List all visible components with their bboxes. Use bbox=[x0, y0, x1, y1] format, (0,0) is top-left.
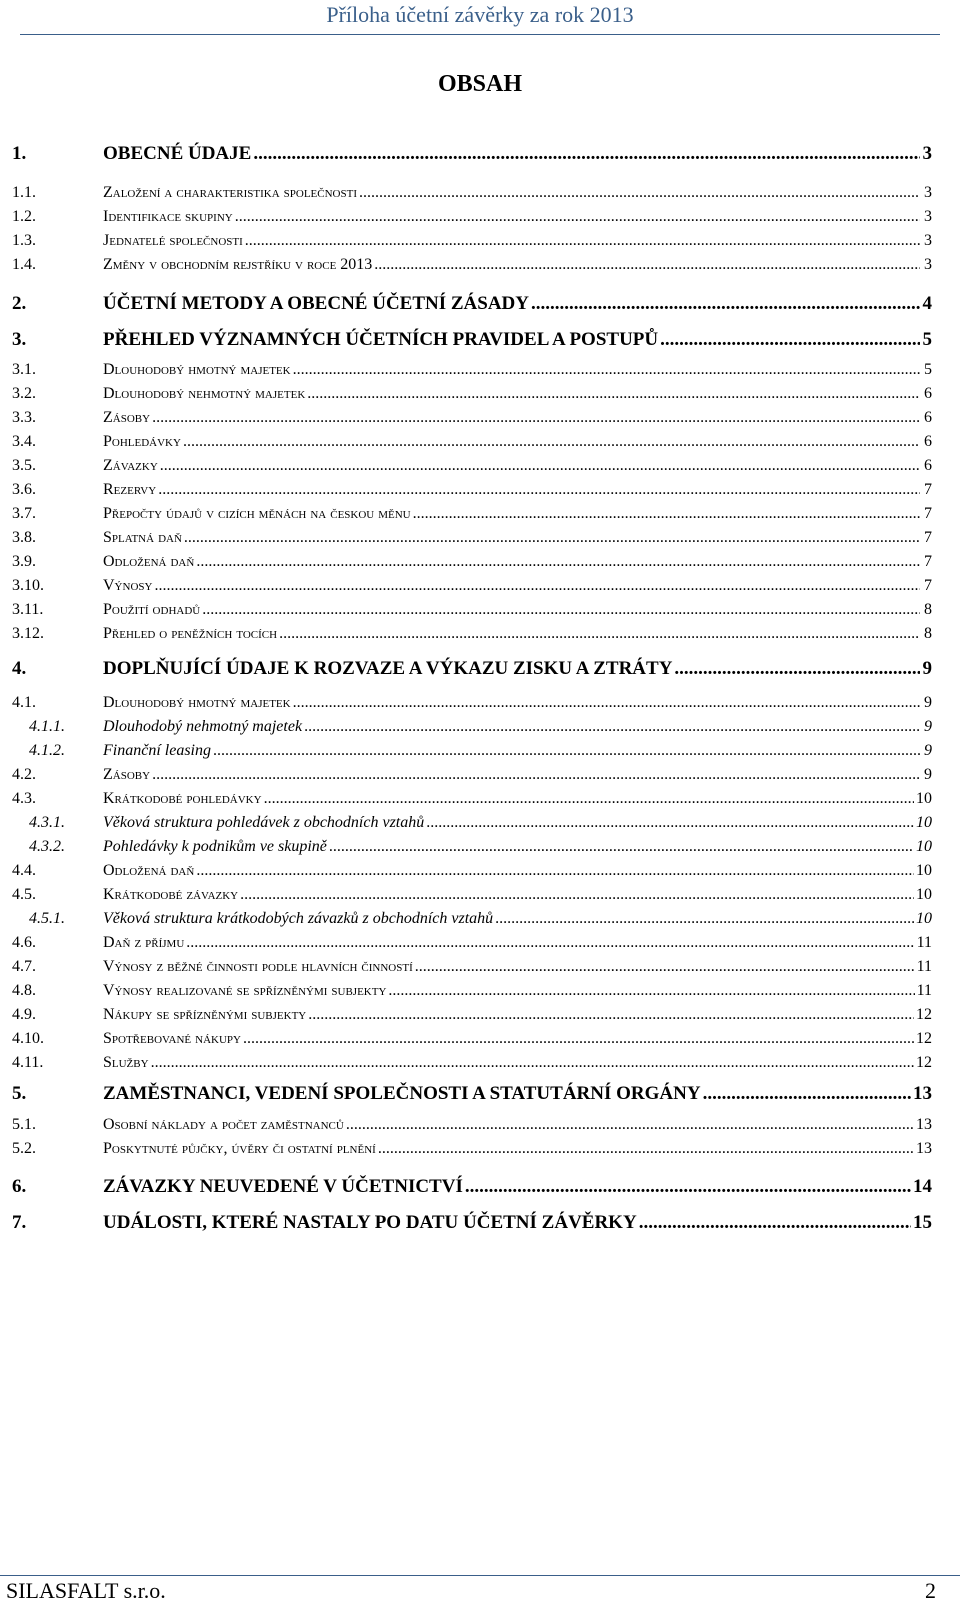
toc-entry-number: 3. bbox=[12, 329, 27, 350]
footer-company: SILASFALT s.r.o. bbox=[6, 1578, 166, 1603]
running-header: Příloha účetní závěrky za rok 2013 bbox=[326, 2, 634, 27]
toc-entry[interactable] bbox=[12, 814, 932, 832]
toc-entry-page: 9 bbox=[924, 694, 932, 711]
toc-leader-dots bbox=[531, 293, 920, 315]
toc-entry[interactable] bbox=[12, 433, 932, 451]
toc-entry[interactable] bbox=[12, 934, 932, 952]
toc-entry[interactable] bbox=[12, 982, 932, 1000]
toc-entry-text: Identifikace skupiny bbox=[103, 208, 233, 225]
toc-entry-text: Odložená daň bbox=[103, 862, 195, 879]
toc-entry[interactable] bbox=[12, 481, 932, 499]
toc-entry[interactable] bbox=[12, 553, 932, 571]
toc-leader-dots bbox=[183, 433, 920, 451]
toc-entry-page: 11 bbox=[916, 958, 932, 975]
toc-leader-dots bbox=[245, 232, 920, 250]
toc-entry-number: 4.11. bbox=[12, 1054, 44, 1071]
toc-entry[interactable] bbox=[12, 910, 932, 928]
toc-entry-page: 5 bbox=[924, 361, 932, 378]
footer-page-number: 2 bbox=[925, 1578, 936, 1603]
toc-entry[interactable] bbox=[12, 790, 932, 808]
toc-entry[interactable] bbox=[12, 1116, 932, 1134]
toc-entry-text: Změny v obchodním rejstříku v roce 2013 bbox=[103, 256, 373, 273]
toc-entry[interactable] bbox=[12, 625, 932, 643]
toc-entry-text: Osobní náklady a počet zaměstnanců bbox=[103, 1116, 344, 1133]
toc-entry-page: 3 bbox=[924, 208, 932, 225]
toc-entry-number: 4.5. bbox=[12, 886, 36, 903]
toc-leader-dots bbox=[346, 1116, 914, 1134]
toc-entry-number: 5.2. bbox=[12, 1140, 36, 1157]
toc-entry-number: 4.9. bbox=[12, 1006, 36, 1023]
toc-entry[interactable] bbox=[12, 256, 932, 274]
toc-entry-text: Dlouhodobý hmotný majetek bbox=[103, 361, 291, 378]
toc-leader-dots bbox=[279, 625, 920, 643]
toc-entry-number: 4.4. bbox=[12, 862, 36, 879]
toc-entry[interactable] bbox=[12, 361, 932, 379]
toc-entry-page: 10 bbox=[916, 862, 932, 879]
toc-entry-text: Spotřebované nákupy bbox=[103, 1030, 241, 1047]
toc-leader-dots bbox=[703, 1083, 911, 1105]
toc-entry[interactable] bbox=[12, 1176, 932, 1198]
toc-entry-text: Pohledávky k podnikům ve skupině bbox=[103, 838, 327, 855]
toc-leader-dots bbox=[660, 329, 920, 351]
toc-leader-dots bbox=[388, 982, 914, 1000]
toc-entry-number: 5. bbox=[12, 1083, 27, 1104]
toc-leader-dots bbox=[329, 838, 914, 856]
toc-entry[interactable] bbox=[12, 232, 932, 250]
toc-entry-text: Daň z příjmu bbox=[103, 934, 185, 951]
toc-entry-page: 5 bbox=[922, 329, 932, 350]
toc-entry[interactable] bbox=[12, 838, 932, 856]
toc-entry-text: Použití odhadů bbox=[103, 601, 201, 618]
toc-entry-number: 4. bbox=[12, 658, 27, 679]
toc-entry-text: Nákupy se spřízněnými subjekty bbox=[103, 1006, 307, 1023]
toc-entry-page: 10 bbox=[916, 790, 932, 807]
toc-entry-page: 12 bbox=[916, 1006, 932, 1023]
toc-entry[interactable] bbox=[12, 385, 932, 403]
toc-entry[interactable] bbox=[12, 766, 932, 784]
toc-entry-text: Závazky bbox=[103, 457, 158, 474]
toc-entry[interactable] bbox=[12, 409, 932, 427]
toc-entry-text: ÚČETNÍ METODY A OBECNÉ ÚČETNÍ ZÁSADY bbox=[103, 293, 529, 314]
toc-entry-number: 4.5.1. bbox=[29, 910, 65, 927]
toc-entry[interactable] bbox=[12, 1030, 932, 1048]
toc-entry-number: 3.11. bbox=[12, 601, 44, 618]
toc-entry-text: Poskytnuté půjčky, úvěry či ostatní plnění bbox=[103, 1140, 376, 1157]
toc-leader-dots bbox=[152, 409, 920, 427]
toc-entry-page: 7 bbox=[924, 505, 932, 522]
toc-entry-number: 3.4. bbox=[12, 433, 36, 450]
toc-entry-page: 6 bbox=[924, 409, 932, 426]
toc-entry[interactable] bbox=[12, 601, 932, 619]
toc-entry-page: 9 bbox=[924, 718, 932, 735]
toc-entry[interactable] bbox=[12, 958, 932, 976]
toc-entry-number: 1.3. bbox=[12, 232, 36, 249]
toc-leader-dots bbox=[413, 505, 920, 523]
toc-leader-dots bbox=[213, 742, 920, 760]
toc-leader-dots bbox=[293, 361, 920, 379]
toc-leader-dots bbox=[307, 385, 920, 403]
toc-entry-text: UDÁLOSTI, KTERÉ NASTALY PO DATU ÚČETNÍ ZÁVĚRKY bbox=[103, 1212, 637, 1233]
toc-title: OBSAH bbox=[437, 71, 523, 97]
toc-entry-text: Finanční leasing bbox=[103, 742, 211, 759]
toc-entry-text: Zásoby bbox=[103, 409, 151, 426]
toc-entry-text: Jednatelé společnosti bbox=[103, 232, 243, 249]
toc-entry-page: 10 bbox=[916, 910, 932, 927]
toc-entry-page: 6 bbox=[924, 433, 932, 450]
toc-entry[interactable] bbox=[12, 1212, 932, 1234]
toc-entry-text: Věková struktura krátkodobých závazků z obchodních vztahů bbox=[103, 910, 494, 927]
toc-entry-page: 9 bbox=[924, 742, 932, 759]
header-rule bbox=[20, 34, 940, 35]
toc-entry-text: Krátkodobé závazky bbox=[103, 886, 239, 903]
toc-entry-number: 3.3. bbox=[12, 409, 36, 426]
toc-entry[interactable] bbox=[12, 577, 932, 595]
toc-entry-page: 12 bbox=[916, 1054, 932, 1071]
toc-leader-dots bbox=[415, 958, 915, 976]
toc-entry-page: 7 bbox=[924, 529, 932, 546]
toc-entry-number: 4.2. bbox=[12, 766, 36, 783]
toc-entry-text: PŘEHLED VÝZNAMNÝCH ÚČETNÍCH PRAVIDEL A POSTUPŮ bbox=[103, 329, 659, 350]
toc-leader-dots bbox=[243, 1030, 914, 1048]
toc-leader-dots bbox=[308, 1006, 914, 1024]
toc-entry-number: 1.2. bbox=[12, 208, 36, 225]
toc-entry-page: 9 bbox=[922, 658, 932, 679]
toc-entry-page: 8 bbox=[924, 625, 932, 642]
toc-entry-number: 4.8. bbox=[12, 982, 36, 999]
toc-entry-number: 3.9. bbox=[12, 553, 36, 570]
toc-entry-page: 9 bbox=[924, 766, 932, 783]
toc-leader-dots bbox=[253, 143, 920, 165]
toc-leader-dots bbox=[202, 601, 920, 619]
toc-entry[interactable] bbox=[12, 329, 932, 351]
toc-entry-text: Splatná daň bbox=[103, 529, 182, 546]
toc-leader-dots bbox=[151, 1054, 914, 1072]
toc-entry-page: 7 bbox=[924, 481, 932, 498]
toc-entry[interactable] bbox=[12, 505, 932, 523]
toc-entry[interactable] bbox=[12, 1140, 932, 1158]
toc-entry[interactable] bbox=[12, 1006, 932, 1024]
toc-entry-number: 6. bbox=[12, 1176, 27, 1197]
toc-entry[interactable] bbox=[12, 143, 932, 165]
toc-entry-text: Rezervy bbox=[103, 481, 157, 498]
toc-entry[interactable] bbox=[12, 886, 932, 904]
toc-entry-number: 5.1. bbox=[12, 1116, 36, 1133]
toc-leader-dots bbox=[304, 718, 920, 736]
toc-leader-dots bbox=[359, 184, 920, 202]
toc-entry-text: DOPLŇUJÍCÍ ÚDAJE K ROZVAZE A VÝKAZU ZISKU A ZTRÁTY bbox=[103, 658, 673, 679]
toc-entry-text: ZAMĚSTNANCI, VEDENÍ SPOLEČNOSTI A STATUTÁRNÍ ORGÁNY bbox=[103, 1083, 701, 1104]
toc-entry-number: 3.7. bbox=[12, 505, 36, 522]
toc-leader-dots bbox=[240, 886, 914, 904]
toc-leader-dots bbox=[160, 457, 920, 475]
toc-entry-number: 4.10. bbox=[12, 1030, 44, 1047]
toc-entry-page: 13 bbox=[916, 1116, 932, 1133]
toc-entry[interactable] bbox=[12, 862, 932, 880]
toc-entry-number: 4.3.1. bbox=[29, 814, 65, 831]
toc-entry[interactable] bbox=[12, 208, 932, 226]
toc-leader-dots bbox=[154, 577, 920, 595]
toc-entry-number: 1. bbox=[12, 143, 27, 164]
toc-entry[interactable] bbox=[12, 694, 932, 712]
toc-entry-text: Věková struktura pohledávek z obchodních vztahů bbox=[103, 814, 425, 831]
toc-entry-text: Dlouhodobý nehmotný majetek bbox=[103, 718, 303, 735]
toc-leader-dots bbox=[293, 694, 920, 712]
toc-entry-number: 4.3.2. bbox=[29, 838, 65, 855]
toc-entry-number: 3.6. bbox=[12, 481, 36, 498]
toc-entry-number: 4.6. bbox=[12, 934, 36, 951]
toc-leader-dots bbox=[186, 934, 914, 952]
toc-entry-number: 7. bbox=[12, 1212, 27, 1233]
toc-entry[interactable] bbox=[12, 1054, 932, 1072]
toc-entry-text: Dlouhodobý hmotný majetek bbox=[103, 694, 291, 711]
toc-entry-page: 8 bbox=[924, 601, 932, 618]
toc-entry-text: Výnosy z běžné činnosti podle hlavních činností bbox=[103, 958, 413, 975]
toc-entry-text: Zásoby bbox=[103, 766, 151, 783]
toc-leader-dots bbox=[152, 766, 920, 784]
toc-entry-text: Výnosy realizované se spřízněnými subjekty bbox=[103, 982, 387, 999]
toc-entry-page: 13 bbox=[916, 1140, 932, 1157]
toc-entry-number: 1.4. bbox=[12, 256, 36, 273]
toc-entry-page: 7 bbox=[924, 553, 932, 570]
toc-entry[interactable] bbox=[12, 457, 932, 475]
toc-entry-number: 2. bbox=[12, 293, 27, 314]
toc-entry[interactable] bbox=[12, 658, 932, 680]
toc-entry-text: Pohledávky bbox=[103, 433, 181, 450]
toc-leader-dots bbox=[495, 910, 914, 928]
toc-leader-dots bbox=[196, 553, 920, 571]
toc-entry-page: 3 bbox=[924, 232, 932, 249]
toc-entry-number: 3.5. bbox=[12, 457, 36, 474]
toc-entry-number: 4.1. bbox=[12, 694, 36, 711]
toc-entry-number: 3.12. bbox=[12, 625, 44, 642]
toc-leader-dots bbox=[465, 1176, 911, 1198]
toc-leader-dots bbox=[184, 529, 920, 547]
toc-entry-text: Založení a charakteristika společnosti bbox=[103, 184, 357, 201]
toc-entry-number: 4.1.2. bbox=[29, 742, 65, 759]
toc-entry-page: 6 bbox=[924, 457, 932, 474]
toc-entry-page: 14 bbox=[913, 1176, 932, 1197]
toc-entry-text: OBECNÉ ÚDAJE bbox=[103, 143, 252, 164]
toc-leader-dots bbox=[378, 1140, 914, 1158]
toc-leader-dots bbox=[374, 256, 920, 274]
toc-entry-number: 3.1. bbox=[12, 361, 36, 378]
toc-entry-page: 10 bbox=[916, 886, 932, 903]
toc-entry-page: 11 bbox=[916, 934, 932, 951]
toc-entry-page: 3 bbox=[924, 256, 932, 273]
toc-entry-page: 10 bbox=[916, 838, 932, 855]
toc-entry-page: 3 bbox=[924, 184, 932, 201]
toc-entry-text: Služby bbox=[103, 1054, 149, 1071]
toc-leader-dots bbox=[235, 208, 920, 226]
toc-leader-dots bbox=[158, 481, 920, 499]
toc-entry-page: 15 bbox=[913, 1212, 932, 1233]
toc-entry-page: 12 bbox=[916, 1030, 932, 1047]
toc-leader-dots bbox=[264, 790, 914, 808]
toc-leader-dots bbox=[674, 658, 920, 680]
toc-entry-page: 13 bbox=[913, 1083, 932, 1104]
toc-entry-page: 6 bbox=[924, 385, 932, 402]
toc-entry[interactable] bbox=[12, 293, 932, 315]
footer-rule bbox=[0, 1575, 960, 1576]
toc-entry-page: 11 bbox=[916, 982, 932, 999]
toc-entry[interactable] bbox=[12, 529, 932, 547]
toc-entry-text: Krátkodobé pohledávky bbox=[103, 790, 262, 807]
toc-entry-number: 3.2. bbox=[12, 385, 36, 402]
toc-entry[interactable] bbox=[12, 184, 932, 202]
toc-entry-text: Přepočty údajů v cizích měnách na českou měnu bbox=[103, 505, 411, 522]
toc-entry-number: 4.3. bbox=[12, 790, 36, 807]
toc-entry-text: Výnosy bbox=[103, 577, 153, 594]
toc-entry-number: 4.7. bbox=[12, 958, 36, 975]
toc-entry-text: Přehled o peněžních tocích bbox=[103, 625, 278, 642]
toc-entry[interactable] bbox=[12, 1083, 932, 1105]
toc-leader-dots bbox=[426, 814, 914, 832]
toc-leader-dots bbox=[196, 862, 914, 880]
toc-leader-dots bbox=[639, 1212, 911, 1234]
toc-entry[interactable] bbox=[12, 742, 932, 760]
toc-entry-page: 7 bbox=[924, 577, 932, 594]
toc-entry-number: 4.1.1. bbox=[29, 718, 65, 735]
toc-entry-number: 3.10. bbox=[12, 577, 44, 594]
toc-entry-number: 3.8. bbox=[12, 529, 36, 546]
toc-entry-page: 3 bbox=[922, 143, 932, 164]
toc-entry-page: 4 bbox=[922, 293, 932, 314]
toc-entry[interactable] bbox=[12, 718, 932, 736]
toc-entry-text: Dlouhodobý nehmotný majetek bbox=[103, 385, 306, 402]
toc-entry-number: 1.1. bbox=[12, 184, 36, 201]
toc-entry-text: Odložená daň bbox=[103, 553, 195, 570]
toc-entry-text: ZÁVAZKY NEUVEDENÉ V ÚČETNICTVÍ bbox=[103, 1176, 463, 1197]
toc-entry-page: 10 bbox=[916, 814, 932, 831]
